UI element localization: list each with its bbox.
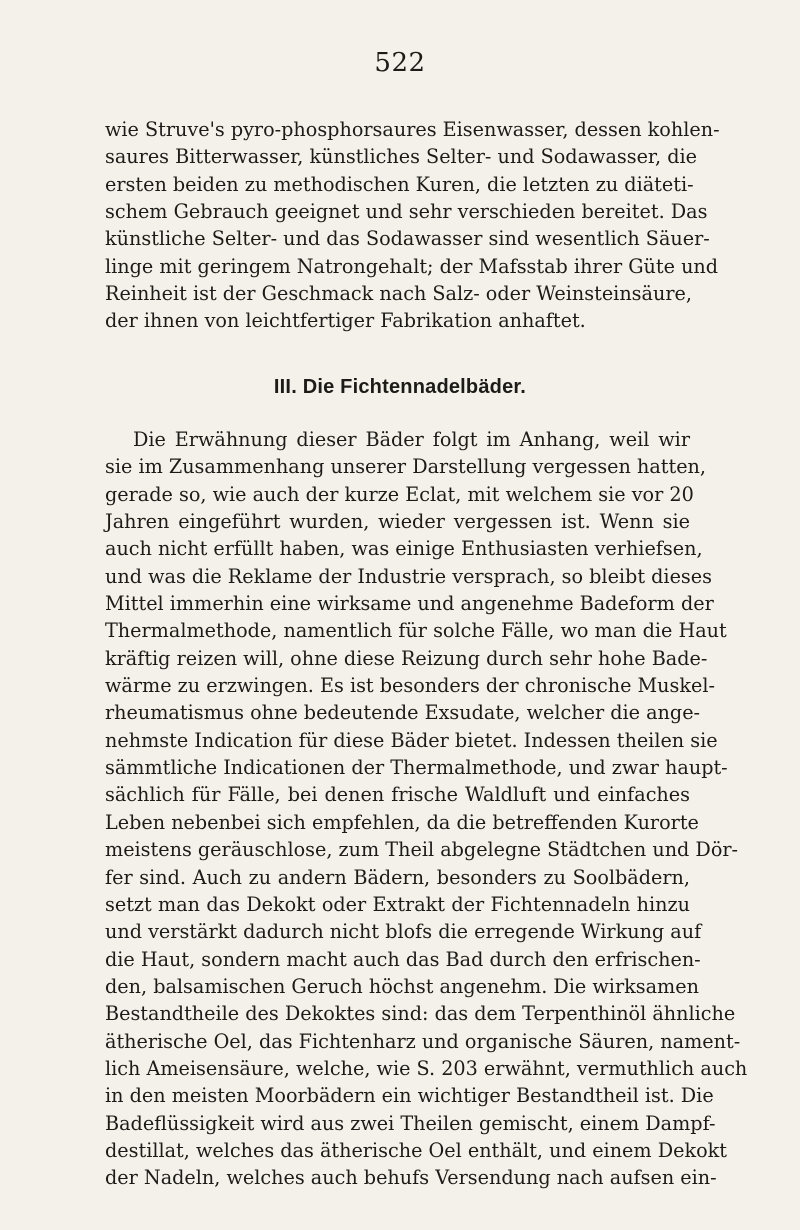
text-line: auch nicht erfüllt haben, was einige Enthusiasten verhiefsen, [105, 537, 703, 561]
text-line: ersten beiden zu methodischen Kuren, die letzten zu diäteti- [105, 172, 694, 196]
text-line: lich Ameisensäure, welche, wie S. 203 erwähnt, vermuthlich auch [105, 1056, 748, 1080]
text-line: destillat, welches das ätherische Oel enthält, und einem Dekokt [105, 1138, 727, 1162]
text-line: Reinheit ist der Geschmack nach Salz- oder Weinsteinsäure, [105, 282, 692, 306]
text-line: nehmste Indication für diese Bäder bietet. Indessen theilen sie [105, 728, 718, 752]
text-line: wärme zu erzwingen. Es ist besonders der chronische Muskel- [105, 674, 715, 698]
text-line: gerade so, wie auch der kurze Eclat, mit welchem sie vor 20 [105, 482, 694, 506]
text-line: meistens geräuschlose, zum Theil abgelegne Städtchen und Dör- [105, 838, 739, 862]
page-number: 522 [374, 48, 426, 78]
text-line: künstliche Selter- und das Sodawasser sind wesentlich Säuer- [105, 227, 710, 251]
text-line: setzt man das Dekokt oder Extrakt der Fichtennadeln hinzu [105, 892, 690, 916]
text-line: linge mit geringem Natrongehalt; der Mafsstab ihrer Güte und [105, 254, 719, 278]
text-line: fer sind. Auch zu andern Bädern, besonders zu Soolbädern, [105, 865, 690, 889]
text-line: kräftig reizen will, ohne diese Reizung durch sehr hohe Bade- [105, 646, 708, 670]
text-line: saures Bitterwasser, künstliches Selter- und Sodawasser, die [105, 145, 697, 169]
text-line: Thermalmethode, namentlich für solche Fälle, wo man die Haut [105, 619, 727, 643]
text-line: Badeflüssigkeit wird aus zwei Theilen gemischt, einem Dampf- [105, 1111, 716, 1135]
text-line: Jahren eingeführt wurden, wieder vergessen ist. Wenn sie [105, 510, 690, 534]
text-line: schem Gebrauch geeignet und sehr verschieden bereitet. Das [105, 200, 708, 224]
text-line: Die Erwähnung dieser Bäder folgt im Anhang, weil wir [133, 428, 690, 451]
text-line: der Nadeln, welches auch behufs Versendung nach aufsen ein- [105, 1166, 717, 1190]
text-line: der ihnen von leichtfertiger Fabrikation anhaftet. [105, 309, 586, 333]
text-line: Bestandtheile des Dekoktes sind: das dem Terpenthinöl ähnliche [105, 1002, 736, 1026]
text-line: den, balsamischen Geruch höchst angenehm. Die wirksamen [105, 974, 699, 998]
text-line: Mittel immerhin eine wirksame und angenehme Badeform der [105, 592, 714, 616]
intro-paragraph [105, 116, 720, 335]
text-line: sämmtliche Indicationen der Thermalmethode, und zwar haupt- [105, 756, 728, 780]
text-line: ätherische Oel, das Fichtenharz und organische Säuren, nament- [105, 1029, 741, 1053]
text-line: Leben nebenbei sich empfehlen, da die betreffenden Kurorte [105, 810, 699, 834]
text-line: rheumatismus ohne bedeutende Exsudate, welcher die ange- [105, 701, 701, 725]
section-heading: III. Die Fichtennadelbäder. [273, 376, 527, 398]
text-line: die Haut, sondern macht auch das Bad durch den erfrischen- [105, 947, 701, 971]
text-line: wie Struve's pyro-phosphorsaures Eisenwasser, dessen kohlen- [105, 118, 720, 141]
text-line: sächlich für Fälle, bei denen frische Waldluft und einfaches [105, 783, 690, 807]
section-paragraph [105, 426, 748, 1192]
text-line: in den meisten Moorbädern ein wichtiger Bestandtheil ist. Die [105, 1084, 714, 1108]
text-line: und verstärkt dadurch nicht blofs die erregende Wirkung auf [105, 920, 702, 944]
text-line: sie im Zusammenhang unserer Darstellung vergessen hatten, [105, 455, 707, 479]
text-line: und was die Reklame der Industrie versprach, so bleibt dieses [105, 564, 712, 588]
